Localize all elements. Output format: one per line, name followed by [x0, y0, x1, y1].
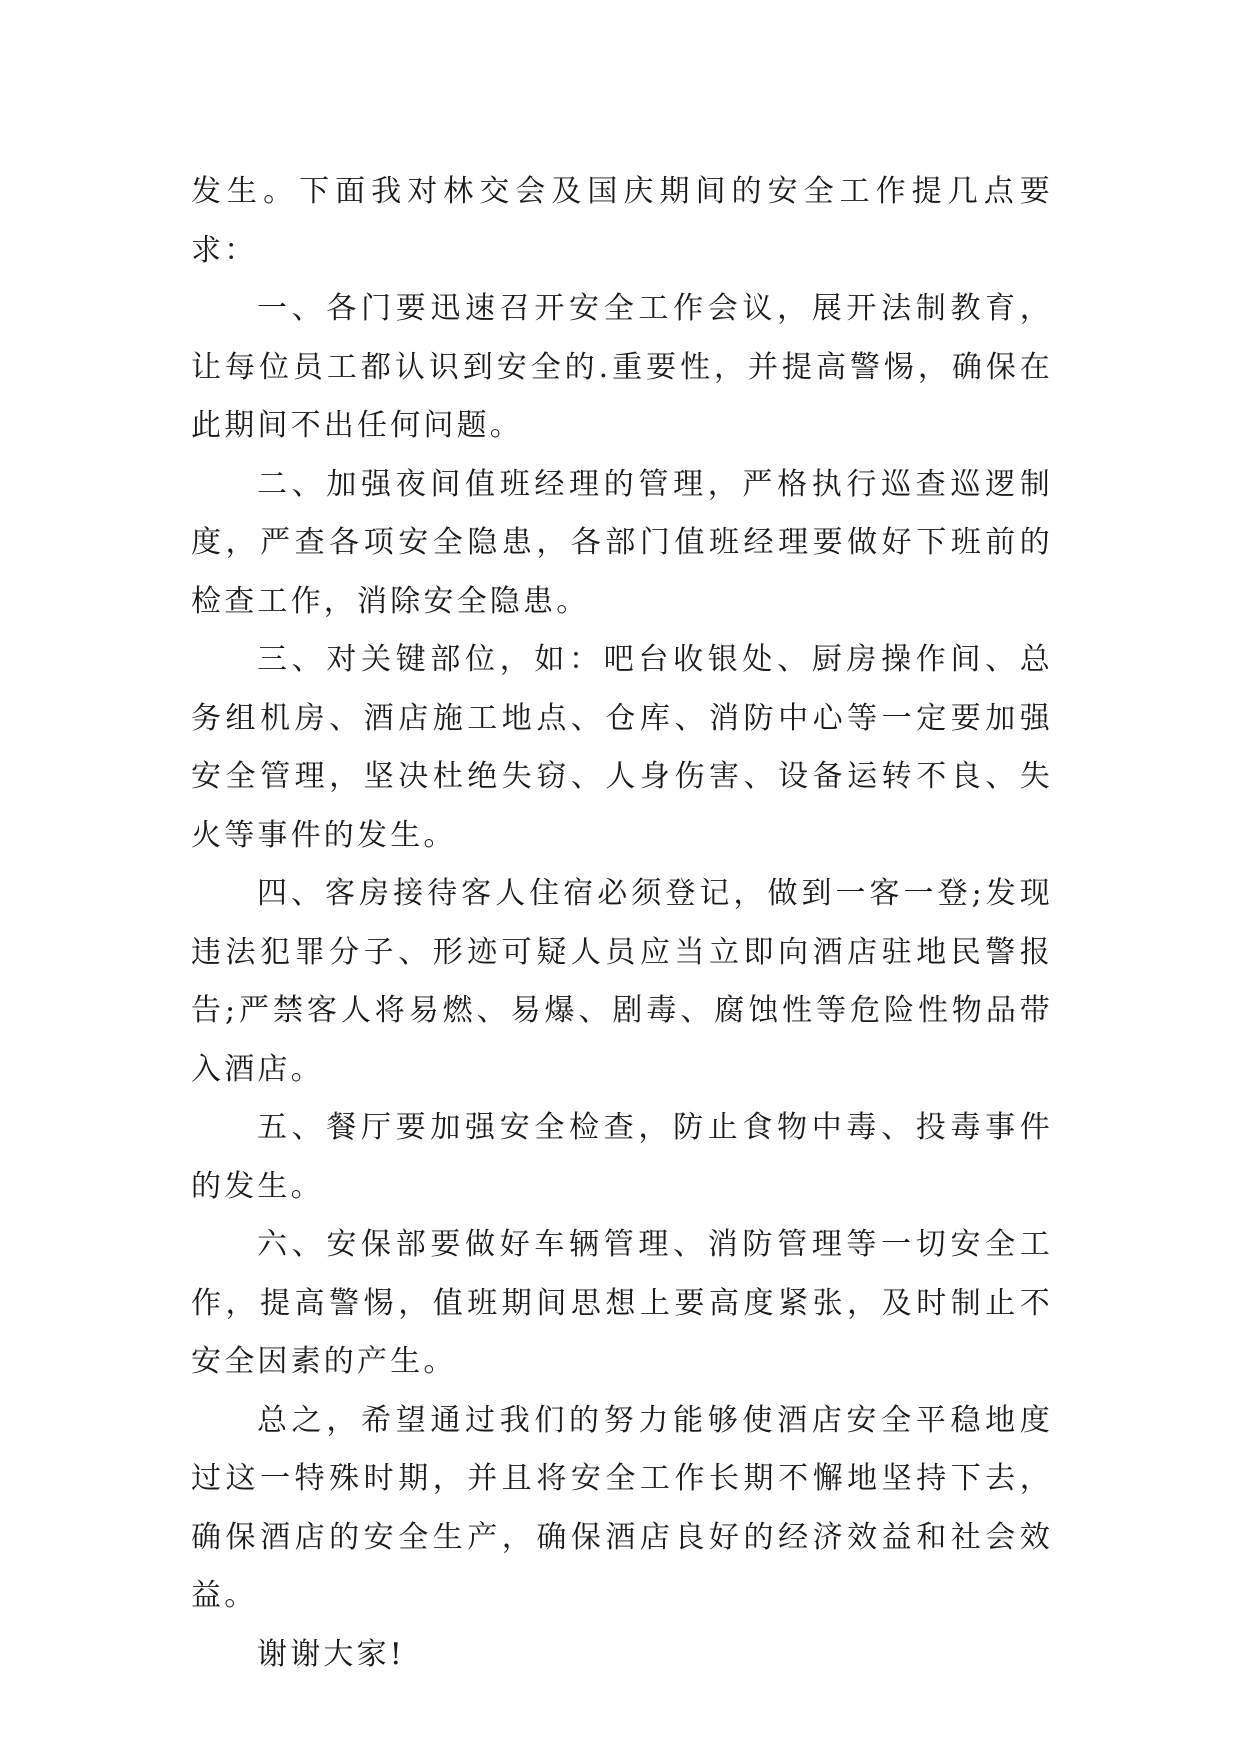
paragraph-requirement-2: 二、加强夜间值班经理的管理，严格执行巡查巡逻制度，严查各项安全隐患，各部门值班经理要做好下班前的检查工作，消除安全隐患。	[191, 466, 1053, 619]
paragraph-requirement-3: 三、对关键部位，如：吧台收银处、厨房操作间、总务组机房、酒店施工地点、仓库、消防中心等一定要加强安全管理，坚决杜绝失窃、人身伤害、设备运转不良、失火等事件的发生。	[191, 642, 1053, 853]
paragraph-requirement-1: 一、各门要迅速召开安全工作会议，展开法制教育，让每位员工都认识到安全的.重要性，并提高警惕，确保在此期间不出任何问题。	[191, 291, 1053, 443]
body-text	[191, 163, 1053, 1684]
paragraph-intro-continuation: 发生。下面我对林交会及国庆期间的安全工作提几点要求：	[191, 174, 1053, 268]
paragraph-requirement-6: 六、安保部要做好车辆管理、消防管理等一切安全工作，提高警惕，值班期间思想上要高度紧张，及时制止不安全因素的产生。	[191, 1227, 1053, 1379]
paragraph-thanks: 谢谢大家!	[257, 1636, 406, 1672]
paragraph-requirement-5: 五、餐厅要加强安全检查，防止食物中毒、投毒事件的发生。	[191, 1110, 1053, 1204]
paragraph-requirement-4: 四、客房接待客人住宿必须登记，做到一客一登;发现违法犯罪分子、形迹可疑人员应当立即向酒店驻地民警报告;严禁客人将易燃、易爆、剧毒、腐蚀性等危险性物品带入酒店。	[191, 876, 1053, 1087]
paragraph-conclusion: 总之，希望通过我们的努力能够使酒店安全平稳地度过这一特殊时期，并且将安全工作长期不懈地坚持下去，确保酒店的安全生产，确保酒店良好的经济效益和社会效益。	[191, 1402, 1053, 1613]
